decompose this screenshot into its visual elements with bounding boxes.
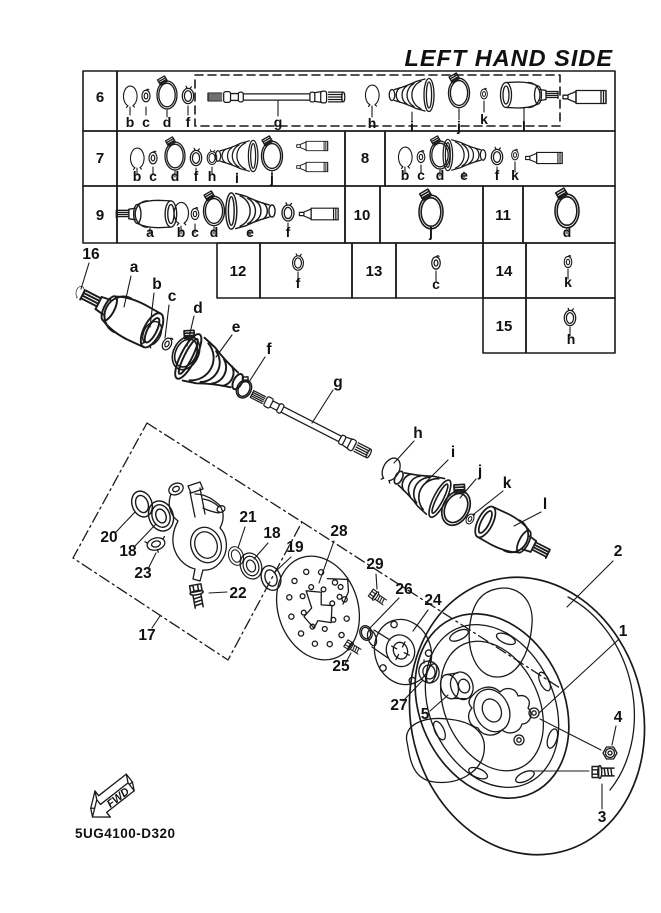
washer-icon bbox=[481, 88, 488, 99]
snap-ring-icon bbox=[123, 86, 137, 107]
callout-3: 3 bbox=[597, 809, 607, 826]
cell-num-15: 15 bbox=[495, 318, 513, 335]
part-letter: c bbox=[417, 167, 425, 183]
boot-band-icon bbox=[282, 203, 294, 221]
callout-23: 23 bbox=[134, 565, 152, 582]
part-letter: d bbox=[435, 167, 445, 183]
callout-4: 4 bbox=[613, 709, 623, 726]
callout-22: 22 bbox=[229, 585, 247, 602]
part-letter: l bbox=[522, 118, 526, 134]
part-letter: j bbox=[457, 118, 461, 134]
callout-18b: 18 bbox=[263, 525, 281, 542]
part-letter: c bbox=[142, 114, 150, 130]
part-letter: b bbox=[176, 224, 186, 240]
callout-17: 17 bbox=[138, 627, 156, 644]
steering-knuckle-part bbox=[167, 481, 227, 581]
snap-ring-icon bbox=[564, 308, 575, 325]
cell-num-8: 8 bbox=[360, 150, 370, 167]
washer-icon bbox=[191, 208, 199, 220]
part-letter: f bbox=[193, 168, 199, 184]
callout-21: 21 bbox=[239, 509, 257, 526]
callout-2: 2 bbox=[613, 543, 623, 560]
grease-tube-icon bbox=[526, 152, 563, 163]
parts-table bbox=[83, 71, 615, 353]
grease-tube-icon bbox=[299, 208, 338, 220]
part-letter: k bbox=[511, 167, 519, 183]
cell-num-13: 13 bbox=[365, 263, 383, 280]
washer-icon bbox=[142, 89, 150, 102]
boot-clamp-icon bbox=[165, 137, 185, 170]
part-letter: f bbox=[295, 275, 301, 291]
callout-c: c bbox=[167, 288, 177, 305]
part-letter: k bbox=[564, 274, 572, 290]
lock-washer-part bbox=[145, 536, 168, 555]
callout-h: h bbox=[413, 425, 423, 442]
cv-boot-icon bbox=[389, 79, 434, 112]
boot-clamp-icon bbox=[449, 73, 470, 108]
washer-icon bbox=[149, 151, 157, 164]
callout-24: 24 bbox=[424, 592, 442, 609]
fwd-arrow bbox=[81, 769, 141, 825]
cv-joint-icon bbox=[501, 82, 559, 108]
part-letter: i bbox=[410, 118, 414, 134]
part-letter: c bbox=[432, 276, 440, 292]
part-letter: d bbox=[170, 168, 180, 184]
boot-band-icon bbox=[190, 148, 201, 165]
part-letter: b bbox=[125, 114, 135, 130]
callout-18: 18 bbox=[119, 543, 137, 560]
drawing-code: 5UG4100-D320 bbox=[75, 826, 176, 841]
part-letter: g bbox=[273, 114, 283, 130]
boot-clamp-icon bbox=[157, 76, 177, 109]
boot-clamp-icon bbox=[204, 191, 225, 226]
callout-d: d bbox=[193, 300, 203, 317]
callout-a: a bbox=[129, 259, 139, 276]
part-letter: d bbox=[562, 224, 572, 240]
page-title: LEFT HAND SIDE bbox=[404, 45, 613, 71]
boot-band-icon bbox=[491, 147, 502, 164]
part-letter: k bbox=[480, 111, 488, 127]
hub-assembly bbox=[332, 592, 476, 723]
callout-29: 29 bbox=[366, 556, 384, 573]
cell-num-10: 10 bbox=[353, 207, 371, 224]
callout-f: f bbox=[266, 341, 272, 358]
letter-ticks bbox=[137, 167, 272, 179]
cell-num-11: 11 bbox=[495, 207, 511, 224]
cell-num-7: 7 bbox=[95, 150, 105, 167]
snap-ring-icon bbox=[398, 147, 412, 168]
part-letter: f bbox=[185, 114, 191, 130]
callout-27: 27 bbox=[390, 697, 408, 714]
callout-5: 5 bbox=[420, 706, 430, 723]
part-letter: j bbox=[429, 224, 433, 240]
part-letter: c bbox=[191, 224, 199, 240]
part-letter: f bbox=[494, 167, 500, 183]
callout-1: 1 bbox=[618, 623, 628, 640]
boot-clamp-icon bbox=[262, 136, 283, 171]
disc-bolt-part bbox=[368, 589, 388, 607]
table-cell-12-content bbox=[260, 243, 352, 298]
part-letter: b bbox=[132, 168, 142, 184]
boot-band-icon bbox=[182, 86, 193, 103]
grease-tube-icon bbox=[297, 141, 328, 150]
axle-callout-leaders bbox=[81, 263, 541, 526]
part-letter: b bbox=[400, 167, 410, 183]
washer-icon bbox=[564, 256, 572, 268]
boot-clamp-icon bbox=[419, 189, 443, 229]
lug-nut-part bbox=[603, 747, 617, 759]
part-letter: a bbox=[146, 224, 154, 240]
callout-16: 16 bbox=[82, 246, 100, 263]
part-letter: c bbox=[149, 168, 157, 184]
part-letter: e bbox=[460, 167, 468, 183]
cell-num-14: 14 bbox=[495, 263, 513, 280]
washer-icon bbox=[432, 256, 441, 269]
fwd-label: FWD bbox=[104, 785, 132, 811]
ball-joint-part bbox=[189, 584, 206, 609]
part-letter: e bbox=[246, 224, 254, 240]
callout-25: 25 bbox=[332, 658, 350, 675]
cv-boot-icon bbox=[215, 140, 258, 171]
boot-clamp-icon bbox=[430, 136, 450, 169]
cell-num-6: 6 bbox=[95, 89, 105, 106]
callout-20: 20 bbox=[100, 529, 118, 546]
knuckle-assembly bbox=[100, 481, 304, 644]
part-letter: h bbox=[566, 331, 576, 347]
boot-band-icon bbox=[293, 254, 304, 270]
part-letter: i bbox=[235, 170, 239, 186]
callout-g: g bbox=[333, 374, 343, 391]
part-letter: d bbox=[209, 224, 219, 240]
washer-part bbox=[160, 336, 174, 352]
washer-icon bbox=[417, 151, 425, 163]
callout-e: e bbox=[231, 319, 241, 336]
snap-ring-part bbox=[378, 455, 404, 485]
part-letter: j bbox=[270, 170, 274, 186]
boot-clamp-icon bbox=[555, 188, 579, 228]
tire-sidewall-flap bbox=[406, 718, 484, 782]
callout-j: j bbox=[477, 463, 483, 480]
cell-num-12: 12 bbox=[229, 263, 247, 280]
callout-l: l bbox=[542, 496, 548, 513]
wheel-hub-part bbox=[366, 612, 440, 692]
callout-i: i bbox=[450, 444, 456, 461]
part-letter: f bbox=[285, 224, 291, 240]
axle-shaft-part bbox=[249, 389, 372, 459]
snap-ring-icon bbox=[365, 85, 379, 106]
grease-tube-icon bbox=[563, 91, 606, 104]
part-letter: h bbox=[207, 168, 217, 184]
cell-num-9: 9 bbox=[95, 207, 105, 224]
callout-26: 26 bbox=[395, 581, 413, 598]
callout-k: k bbox=[502, 475, 512, 492]
part-letter: h bbox=[367, 115, 377, 131]
callout-19: 19 bbox=[286, 539, 304, 556]
part-letter: d bbox=[162, 114, 172, 130]
callout-b: b bbox=[152, 276, 162, 293]
axle-shaft-icon bbox=[208, 91, 345, 103]
hub-bolt-part bbox=[343, 639, 361, 655]
valve-stem-part bbox=[592, 766, 614, 779]
grease-tube-icon bbox=[297, 162, 328, 171]
washer-icon bbox=[512, 149, 519, 160]
callout-28: 28 bbox=[330, 523, 348, 540]
snap-ring-icon bbox=[130, 148, 144, 169]
